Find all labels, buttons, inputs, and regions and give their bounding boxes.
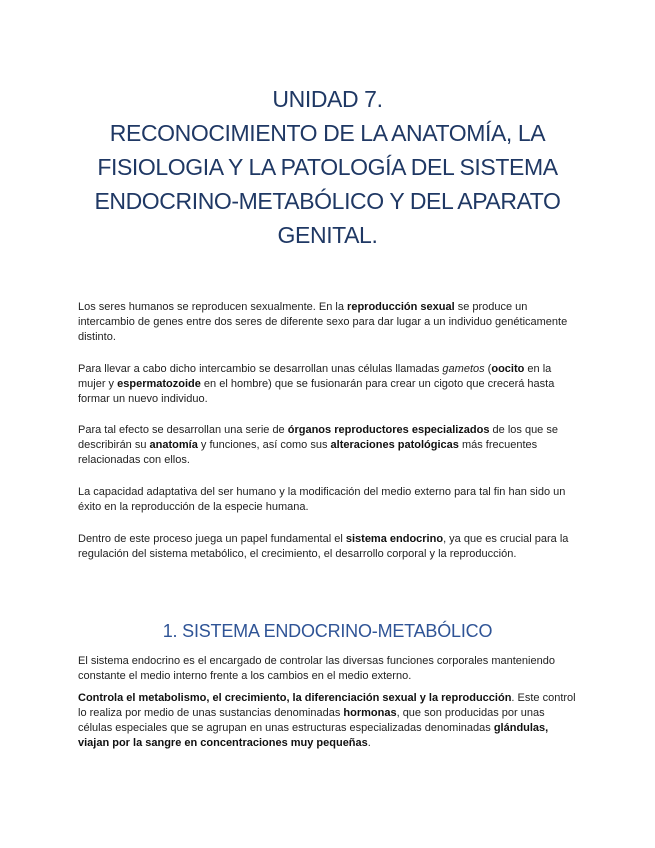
bold-term: reproducción sexual: [347, 301, 455, 313]
title-line: GENITAL.: [277, 222, 378, 248]
text-run: Para tal efecto se desarrollan una serie de: [78, 424, 288, 436]
paragraph-organs: [78, 423, 578, 468]
italic-term: gametos: [442, 363, 485, 375]
bold-term: glándulas,: [493, 722, 549, 734]
bold-term: hormonas: [343, 707, 397, 719]
text-run: y funciones, así como sus: [197, 439, 331, 451]
title-line: ENDOCRINO-METABÓLICO Y DEL APARATO: [94, 188, 561, 214]
title-line: UNIDAD 7.: [272, 86, 383, 112]
page-title: [40, 82, 615, 252]
text-run: . Este control lo realiza por medio de unas sustancias denominadas: [78, 692, 576, 719]
bold-term: oocito: [491, 363, 525, 375]
text-run: La capacidad adaptativa del ser humano y la modificación del medio externo para tal fin han sido un éxito en la reproducción de la especie humana.: [78, 486, 566, 513]
text-run: en la mujer y: [78, 363, 552, 390]
text-run: más frecuentes relacionadas con ellos.: [78, 439, 538, 466]
text-run: Los seres humanos se reproducen sexualmente. En la: [78, 301, 348, 313]
paragraph-functions: [78, 691, 578, 751]
paragraph-endocrine-definition: [78, 654, 578, 684]
text-run: El sistema endocrino es el encargado de controlar las diversas funciones corporales manteniendo constante el medio interno frente a los cambios en el medio externo.: [78, 655, 555, 682]
text-run: , ya que es crucial para la regulación del sistema metabólico, el crecimiento, el desarrollo corporal y la reproducción.: [78, 533, 569, 560]
bold-term: alteraciones patológicas: [330, 439, 459, 451]
text-run: se produce un intercambio de genes entre dos seres de diferente sexo para dar lugar a un individuo genéticamente distinto.: [78, 301, 568, 343]
text-run: , que son producidas por unas células especiales que se agrupan en unas estructuras especializadas denominadas: [78, 707, 545, 734]
text-run: Dentro de este proceso juega un papel fundamental el: [78, 533, 346, 545]
bold-term: órganos reproductores especializados: [287, 424, 490, 436]
text-run: (: [484, 363, 492, 375]
text-run: de los que se describirán su: [78, 424, 558, 451]
paragraph-adaptive: [78, 485, 578, 515]
title-line: FISIOLOGIA Y LA PATOLOGÍA DEL SISTEMA: [97, 154, 558, 180]
bold-term: sistema endocrino: [345, 533, 444, 545]
bold-term: viajan por la sangre en concentraciones muy pequeñas: [78, 737, 368, 749]
paragraph-gametes: [78, 362, 578, 407]
text-run: en el hombre) que se fusionarán para crear un cigoto que crecerá hasta formar un nuevo individuo.: [78, 378, 555, 405]
bold-term: espermatozoide: [117, 378, 201, 390]
title-line: RECONOCIMIENTO DE LA ANATOMÍA, LA: [109, 120, 546, 146]
section-heading: 1. SISTEMA ENDOCRINO-METABÓLICO: [162, 621, 493, 641]
paragraph-endocrine: [78, 532, 578, 562]
bold-term: anatomía: [149, 439, 198, 451]
bold-term: Controla el metabolismo, el crecimiento, la diferenciación sexual y la reproducción: [78, 692, 512, 704]
text-run: Para llevar a cabo dicho intercambio se desarrollan unas células llamadas: [78, 363, 443, 375]
paragraph-reproduction: [78, 300, 578, 345]
text-run: .: [367, 737, 371, 749]
